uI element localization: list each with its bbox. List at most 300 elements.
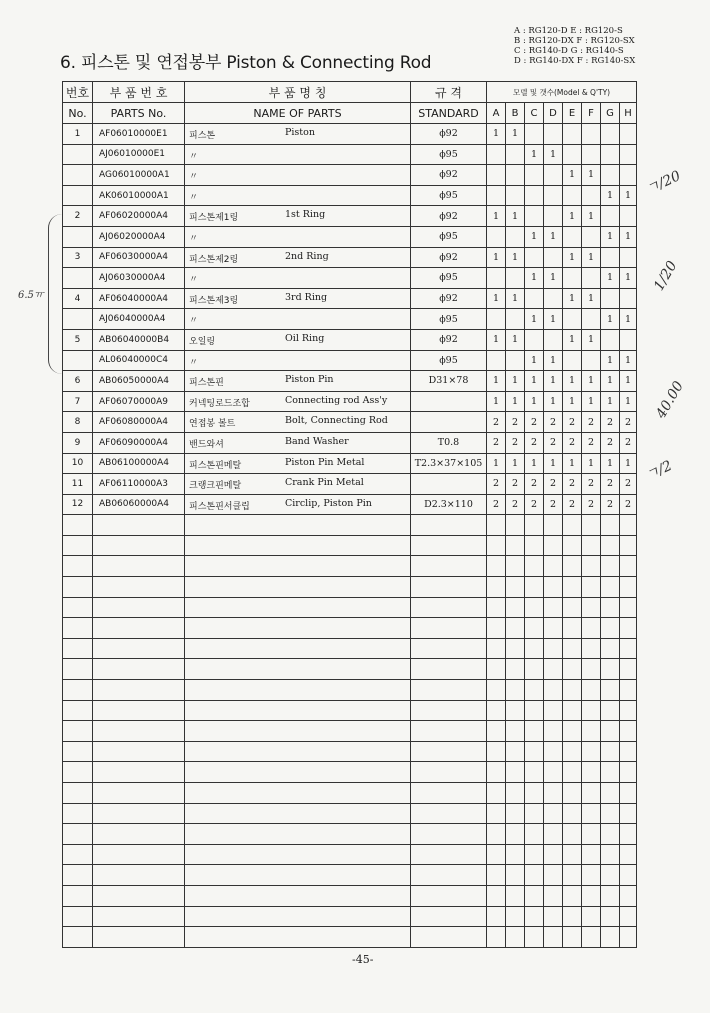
empty-cell bbox=[487, 556, 506, 577]
part-name-ko: 피스톤제2링 bbox=[189, 254, 239, 265]
part-name-ko: 〃 bbox=[189, 233, 199, 244]
part-number: AB06060000A4 bbox=[93, 494, 185, 515]
empty-cell bbox=[93, 844, 185, 865]
model-qty-cell: 2 bbox=[601, 494, 620, 515]
header-std-en: STANDARD bbox=[411, 103, 487, 124]
part-name bbox=[185, 329, 411, 350]
model-qty-cell: 1 bbox=[582, 165, 601, 186]
empty-cell bbox=[487, 638, 506, 659]
table-row bbox=[63, 144, 637, 165]
empty-cell bbox=[582, 638, 601, 659]
empty-cell bbox=[620, 741, 637, 762]
empty-cell bbox=[487, 618, 506, 639]
header-model-letter: C bbox=[525, 103, 544, 124]
header-no-en: No. bbox=[63, 103, 93, 124]
model-qty-cell bbox=[620, 247, 637, 268]
empty-row bbox=[63, 638, 637, 659]
model-qty-cell: 1 bbox=[506, 124, 525, 145]
empty-cell bbox=[544, 927, 563, 948]
empty-row bbox=[63, 721, 637, 742]
part-number: AF06020000A4 bbox=[93, 206, 185, 227]
model-qty-cell bbox=[601, 165, 620, 186]
model-qty-cell bbox=[563, 185, 582, 206]
table-row bbox=[63, 268, 637, 289]
empty-cell bbox=[620, 618, 637, 639]
empty-cell bbox=[487, 824, 506, 845]
model-qty-cell bbox=[582, 268, 601, 289]
row-number: 2 bbox=[63, 206, 93, 227]
part-name bbox=[185, 288, 411, 309]
empty-cell bbox=[93, 659, 185, 680]
empty-cell bbox=[487, 535, 506, 556]
part-standard: ϕ95 bbox=[411, 185, 487, 206]
handwritten-bracket bbox=[48, 214, 63, 374]
row-number: 10 bbox=[63, 453, 93, 474]
model-qty-cell: 2 bbox=[563, 474, 582, 495]
empty-cell bbox=[620, 577, 637, 598]
model-qty-cell bbox=[563, 350, 582, 371]
model-qty-cell bbox=[544, 124, 563, 145]
part-name bbox=[185, 268, 411, 289]
empty-cell bbox=[582, 927, 601, 948]
empty-cell bbox=[506, 680, 525, 701]
part-name-ko: 〃 bbox=[189, 192, 199, 203]
empty-cell bbox=[601, 885, 620, 906]
empty-cell bbox=[93, 803, 185, 824]
empty-cell bbox=[582, 577, 601, 598]
empty-cell bbox=[601, 700, 620, 721]
header-model-letter: H bbox=[620, 103, 637, 124]
row-number: 6 bbox=[63, 371, 93, 392]
empty-cell bbox=[506, 577, 525, 598]
header-model-letter: D bbox=[544, 103, 563, 124]
model-qty-cell bbox=[582, 124, 601, 145]
empty-cell bbox=[487, 721, 506, 742]
model-qty-cell: 1 bbox=[582, 288, 601, 309]
table-row bbox=[63, 309, 637, 330]
part-name-en: Crank Pin Metal bbox=[285, 477, 364, 489]
model-qty-cell bbox=[525, 288, 544, 309]
table-row bbox=[63, 185, 637, 206]
part-number: AF06070000A9 bbox=[93, 391, 185, 412]
row-number bbox=[63, 309, 93, 330]
model-qty-cell bbox=[620, 144, 637, 165]
empty-cell bbox=[506, 885, 525, 906]
empty-cell bbox=[582, 700, 601, 721]
part-number: AF06010000E1 bbox=[93, 124, 185, 145]
empty-cell bbox=[487, 597, 506, 618]
part-name-ko: 〃 bbox=[189, 357, 199, 368]
model-qty-cell: 1 bbox=[582, 453, 601, 474]
empty-row bbox=[63, 844, 637, 865]
part-name bbox=[185, 124, 411, 145]
empty-cell bbox=[63, 824, 93, 845]
header-model-letter: G bbox=[601, 103, 620, 124]
part-number: AF06030000A4 bbox=[93, 247, 185, 268]
page-number: -45- bbox=[352, 953, 374, 966]
part-number: AF06040000A4 bbox=[93, 288, 185, 309]
row-number bbox=[63, 144, 93, 165]
legend-line: B : RG120-DX F : RG120-SX bbox=[514, 36, 635, 46]
table-row bbox=[63, 288, 637, 309]
model-qty-cell: 2 bbox=[582, 474, 601, 495]
model-qty-cell bbox=[601, 206, 620, 227]
part-name bbox=[185, 165, 411, 186]
empty-cell bbox=[411, 535, 487, 556]
empty-cell bbox=[620, 803, 637, 824]
part-number: AF06080000A4 bbox=[93, 412, 185, 433]
part-name-ko: 피스톤핀 bbox=[189, 378, 224, 389]
model-qty-cell: 1 bbox=[525, 226, 544, 247]
empty-cell bbox=[525, 865, 544, 886]
header-name-en: NAME OF PARTS bbox=[185, 103, 411, 124]
empty-cell bbox=[63, 535, 93, 556]
row-number: 1 bbox=[63, 124, 93, 145]
empty-cell bbox=[582, 803, 601, 824]
handwritten-note: ㄱ/20 bbox=[643, 168, 684, 198]
model-qty-cell: 2 bbox=[563, 412, 582, 433]
empty-cell bbox=[601, 824, 620, 845]
model-qty-cell bbox=[582, 309, 601, 330]
empty-cell bbox=[63, 577, 93, 598]
empty-cell bbox=[506, 638, 525, 659]
empty-row bbox=[63, 680, 637, 701]
empty-row bbox=[63, 824, 637, 845]
model-qty-cell: 2 bbox=[601, 432, 620, 453]
empty-cell bbox=[525, 762, 544, 783]
empty-cell bbox=[506, 741, 525, 762]
empty-cell bbox=[620, 556, 637, 577]
empty-cell bbox=[601, 741, 620, 762]
model-qty-cell bbox=[563, 144, 582, 165]
part-number: AK06010000A1 bbox=[93, 185, 185, 206]
model-qty-cell: 2 bbox=[506, 412, 525, 433]
empty-cell bbox=[563, 618, 582, 639]
empty-cell bbox=[601, 927, 620, 948]
empty-cell bbox=[544, 783, 563, 804]
model-qty-cell: 1 bbox=[487, 453, 506, 474]
model-qty-cell: 2 bbox=[487, 474, 506, 495]
model-qty-cell: 2 bbox=[544, 474, 563, 495]
model-qty-cell: 1 bbox=[601, 371, 620, 392]
empty-cell bbox=[487, 927, 506, 948]
header-no-ko: 번호 bbox=[63, 82, 93, 103]
model-qty-cell: 1 bbox=[582, 247, 601, 268]
parts-table-body bbox=[63, 124, 637, 948]
model-qty-cell bbox=[544, 185, 563, 206]
empty-cell bbox=[93, 680, 185, 701]
model-qty-cell: 1 bbox=[563, 453, 582, 474]
empty-cell bbox=[487, 659, 506, 680]
empty-cell bbox=[620, 824, 637, 845]
empty-cell bbox=[563, 535, 582, 556]
model-qty-cell: 1 bbox=[563, 247, 582, 268]
model-qty-cell bbox=[525, 247, 544, 268]
empty-cell bbox=[525, 927, 544, 948]
empty-cell bbox=[411, 597, 487, 618]
empty-cell bbox=[93, 721, 185, 742]
empty-row bbox=[63, 927, 637, 948]
row-number bbox=[63, 350, 93, 371]
model-qty-cell: 1 bbox=[506, 288, 525, 309]
part-name-ko: 밴드와셔 bbox=[189, 439, 224, 450]
empty-row bbox=[63, 762, 637, 783]
part-name bbox=[185, 494, 411, 515]
empty-cell bbox=[487, 865, 506, 886]
empty-cell bbox=[63, 680, 93, 701]
empty-cell bbox=[411, 885, 487, 906]
model-qty-cell bbox=[487, 165, 506, 186]
empty-cell bbox=[93, 515, 185, 536]
empty-cell bbox=[563, 865, 582, 886]
model-qty-cell: 2 bbox=[544, 494, 563, 515]
empty-cell bbox=[563, 741, 582, 762]
model-qty-cell bbox=[506, 268, 525, 289]
empty-cell bbox=[185, 865, 411, 886]
part-standard: ϕ92 bbox=[411, 124, 487, 145]
part-standard bbox=[411, 391, 487, 412]
empty-cell bbox=[620, 535, 637, 556]
empty-cell bbox=[544, 680, 563, 701]
row-number: 9 bbox=[63, 432, 93, 453]
empty-cell bbox=[563, 885, 582, 906]
empty-cell bbox=[185, 721, 411, 742]
empty-cell bbox=[582, 556, 601, 577]
empty-cell bbox=[525, 556, 544, 577]
empty-cell bbox=[563, 927, 582, 948]
empty-cell bbox=[582, 906, 601, 927]
empty-cell bbox=[544, 556, 563, 577]
empty-cell bbox=[620, 659, 637, 680]
model-qty-cell: 1 bbox=[563, 288, 582, 309]
empty-cell bbox=[563, 638, 582, 659]
row-number: 4 bbox=[63, 288, 93, 309]
model-qty-cell: 2 bbox=[620, 432, 637, 453]
empty-cell bbox=[563, 721, 582, 742]
empty-cell bbox=[93, 906, 185, 927]
empty-cell bbox=[487, 700, 506, 721]
empty-cell bbox=[63, 927, 93, 948]
model-qty-cell: 1 bbox=[601, 453, 620, 474]
empty-cell bbox=[185, 638, 411, 659]
header-model-letter: B bbox=[506, 103, 525, 124]
table-row bbox=[63, 412, 637, 433]
empty-cell bbox=[506, 844, 525, 865]
empty-cell bbox=[93, 618, 185, 639]
handwritten-note: 6.5ㅠ bbox=[18, 290, 44, 301]
model-qty-cell: 2 bbox=[563, 494, 582, 515]
part-name bbox=[185, 350, 411, 371]
empty-cell bbox=[185, 783, 411, 804]
table-row bbox=[63, 226, 637, 247]
model-qty-cell bbox=[525, 329, 544, 350]
part-standard: ϕ92 bbox=[411, 247, 487, 268]
empty-cell bbox=[487, 885, 506, 906]
empty-cell bbox=[63, 783, 93, 804]
empty-cell bbox=[185, 659, 411, 680]
model-qty-cell: 1 bbox=[544, 144, 563, 165]
empty-cell bbox=[506, 927, 525, 948]
empty-cell bbox=[582, 865, 601, 886]
model-qty-cell: 2 bbox=[544, 412, 563, 433]
part-name bbox=[185, 247, 411, 268]
model-qty-cell: 1 bbox=[525, 391, 544, 412]
model-qty-cell bbox=[620, 124, 637, 145]
model-qty-cell: 1 bbox=[601, 268, 620, 289]
empty-cell bbox=[563, 783, 582, 804]
empty-cell bbox=[525, 700, 544, 721]
model-qty-cell: 1 bbox=[620, 453, 637, 474]
model-qty-cell bbox=[487, 309, 506, 330]
model-qty-cell: 1 bbox=[582, 206, 601, 227]
row-number bbox=[63, 165, 93, 186]
model-qty-cell: 1 bbox=[620, 309, 637, 330]
model-qty-cell bbox=[487, 226, 506, 247]
part-name-en: Circlip, Piston Pin bbox=[285, 497, 372, 509]
model-qty-cell bbox=[620, 165, 637, 186]
model-qty-cell bbox=[525, 124, 544, 145]
model-qty-cell: 1 bbox=[525, 350, 544, 371]
empty-cell bbox=[487, 741, 506, 762]
empty-row bbox=[63, 865, 637, 886]
empty-cell bbox=[63, 597, 93, 618]
empty-cell bbox=[582, 762, 601, 783]
model-qty-cell: 2 bbox=[487, 494, 506, 515]
empty-cell bbox=[563, 824, 582, 845]
model-qty-cell: 1 bbox=[563, 206, 582, 227]
empty-cell bbox=[620, 885, 637, 906]
header-pn-en: PARTS No. bbox=[93, 103, 185, 124]
part-name bbox=[185, 185, 411, 206]
empty-cell bbox=[601, 906, 620, 927]
parts-table bbox=[62, 81, 637, 948]
empty-cell bbox=[563, 597, 582, 618]
part-number: AB06040000B4 bbox=[93, 329, 185, 350]
empty-cell bbox=[582, 597, 601, 618]
empty-cell bbox=[63, 659, 93, 680]
model-qty-cell bbox=[563, 124, 582, 145]
empty-cell bbox=[411, 783, 487, 804]
model-qty-cell bbox=[506, 165, 525, 186]
header-pn-ko: 부 품 번 호 bbox=[93, 82, 185, 103]
empty-cell bbox=[487, 577, 506, 598]
model-qty-cell bbox=[525, 165, 544, 186]
empty-cell bbox=[93, 700, 185, 721]
empty-cell bbox=[601, 556, 620, 577]
empty-cell bbox=[185, 618, 411, 639]
part-name-en: Connecting rod Ass'y bbox=[285, 394, 388, 406]
model-qty-cell: 1 bbox=[506, 391, 525, 412]
model-qty-cell: 1 bbox=[620, 185, 637, 206]
empty-cell bbox=[63, 762, 93, 783]
empty-cell bbox=[411, 803, 487, 824]
table-row bbox=[63, 371, 637, 392]
row-number: 8 bbox=[63, 412, 93, 433]
model-qty-cell bbox=[506, 309, 525, 330]
model-qty-cell bbox=[544, 247, 563, 268]
empty-cell bbox=[63, 515, 93, 536]
empty-cell bbox=[601, 865, 620, 886]
empty-cell bbox=[487, 680, 506, 701]
empty-cell bbox=[582, 535, 601, 556]
empty-cell bbox=[185, 700, 411, 721]
empty-cell bbox=[487, 844, 506, 865]
empty-cell bbox=[63, 700, 93, 721]
empty-cell bbox=[620, 515, 637, 536]
empty-cell bbox=[63, 803, 93, 824]
row-number bbox=[63, 268, 93, 289]
empty-cell bbox=[93, 597, 185, 618]
empty-cell bbox=[411, 865, 487, 886]
part-standard: ϕ95 bbox=[411, 350, 487, 371]
empty-cell bbox=[411, 741, 487, 762]
empty-cell bbox=[620, 700, 637, 721]
header-model-letter: E bbox=[563, 103, 582, 124]
part-name-ko: 피스톤핀서클립 bbox=[189, 501, 250, 512]
empty-cell bbox=[525, 741, 544, 762]
empty-cell bbox=[185, 741, 411, 762]
empty-cell bbox=[582, 721, 601, 742]
empty-cell bbox=[63, 556, 93, 577]
part-name-ko: 피스톤제1링 bbox=[189, 213, 239, 224]
empty-cell bbox=[620, 783, 637, 804]
empty-cell bbox=[563, 515, 582, 536]
part-name-ko: 피스톤핀메탈 bbox=[189, 460, 242, 471]
model-qty-cell bbox=[601, 144, 620, 165]
part-name-ko: 〃 bbox=[189, 151, 199, 162]
part-name-ko: 피스톤 bbox=[189, 131, 216, 141]
model-qty-cell: 1 bbox=[544, 391, 563, 412]
model-qty-cell: 1 bbox=[544, 309, 563, 330]
part-standard: ϕ95 bbox=[411, 226, 487, 247]
empty-cell bbox=[544, 618, 563, 639]
empty-cell bbox=[185, 515, 411, 536]
model-qty-cell: 2 bbox=[525, 474, 544, 495]
empty-cell bbox=[601, 803, 620, 824]
model-qty-cell: 1 bbox=[506, 371, 525, 392]
empty-cell bbox=[544, 865, 563, 886]
empty-cell bbox=[185, 577, 411, 598]
model-qty-cell: 1 bbox=[601, 185, 620, 206]
model-qty-cell: 1 bbox=[525, 268, 544, 289]
empty-cell bbox=[544, 638, 563, 659]
empty-row bbox=[63, 803, 637, 824]
model-qty-cell bbox=[620, 329, 637, 350]
empty-cell bbox=[93, 927, 185, 948]
model-qty-cell: 1 bbox=[563, 165, 582, 186]
row-number: 12 bbox=[63, 494, 93, 515]
part-number: AL06040000C4 bbox=[93, 350, 185, 371]
empty-cell bbox=[620, 721, 637, 742]
model-qty-cell: 2 bbox=[601, 474, 620, 495]
handwritten-note: 40.00 bbox=[653, 378, 687, 422]
model-qty-cell bbox=[582, 144, 601, 165]
model-qty-cell: 1 bbox=[544, 371, 563, 392]
empty-cell bbox=[620, 906, 637, 927]
model-qty-cell bbox=[563, 268, 582, 289]
part-name-ko: 〃 bbox=[189, 316, 199, 327]
model-qty-cell bbox=[620, 206, 637, 227]
empty-cell bbox=[487, 515, 506, 536]
model-qty-cell: 1 bbox=[525, 453, 544, 474]
model-qty-cell: 2 bbox=[620, 494, 637, 515]
model-qty-cell bbox=[582, 226, 601, 247]
part-number: AJ06010000E1 bbox=[93, 144, 185, 165]
page-title: 6. 피스톤 및 연접봉부 Piston & Connecting Rod bbox=[60, 53, 432, 73]
part-standard: T0.8 bbox=[411, 432, 487, 453]
empty-cell bbox=[93, 885, 185, 906]
model-qty-cell: 1 bbox=[487, 288, 506, 309]
